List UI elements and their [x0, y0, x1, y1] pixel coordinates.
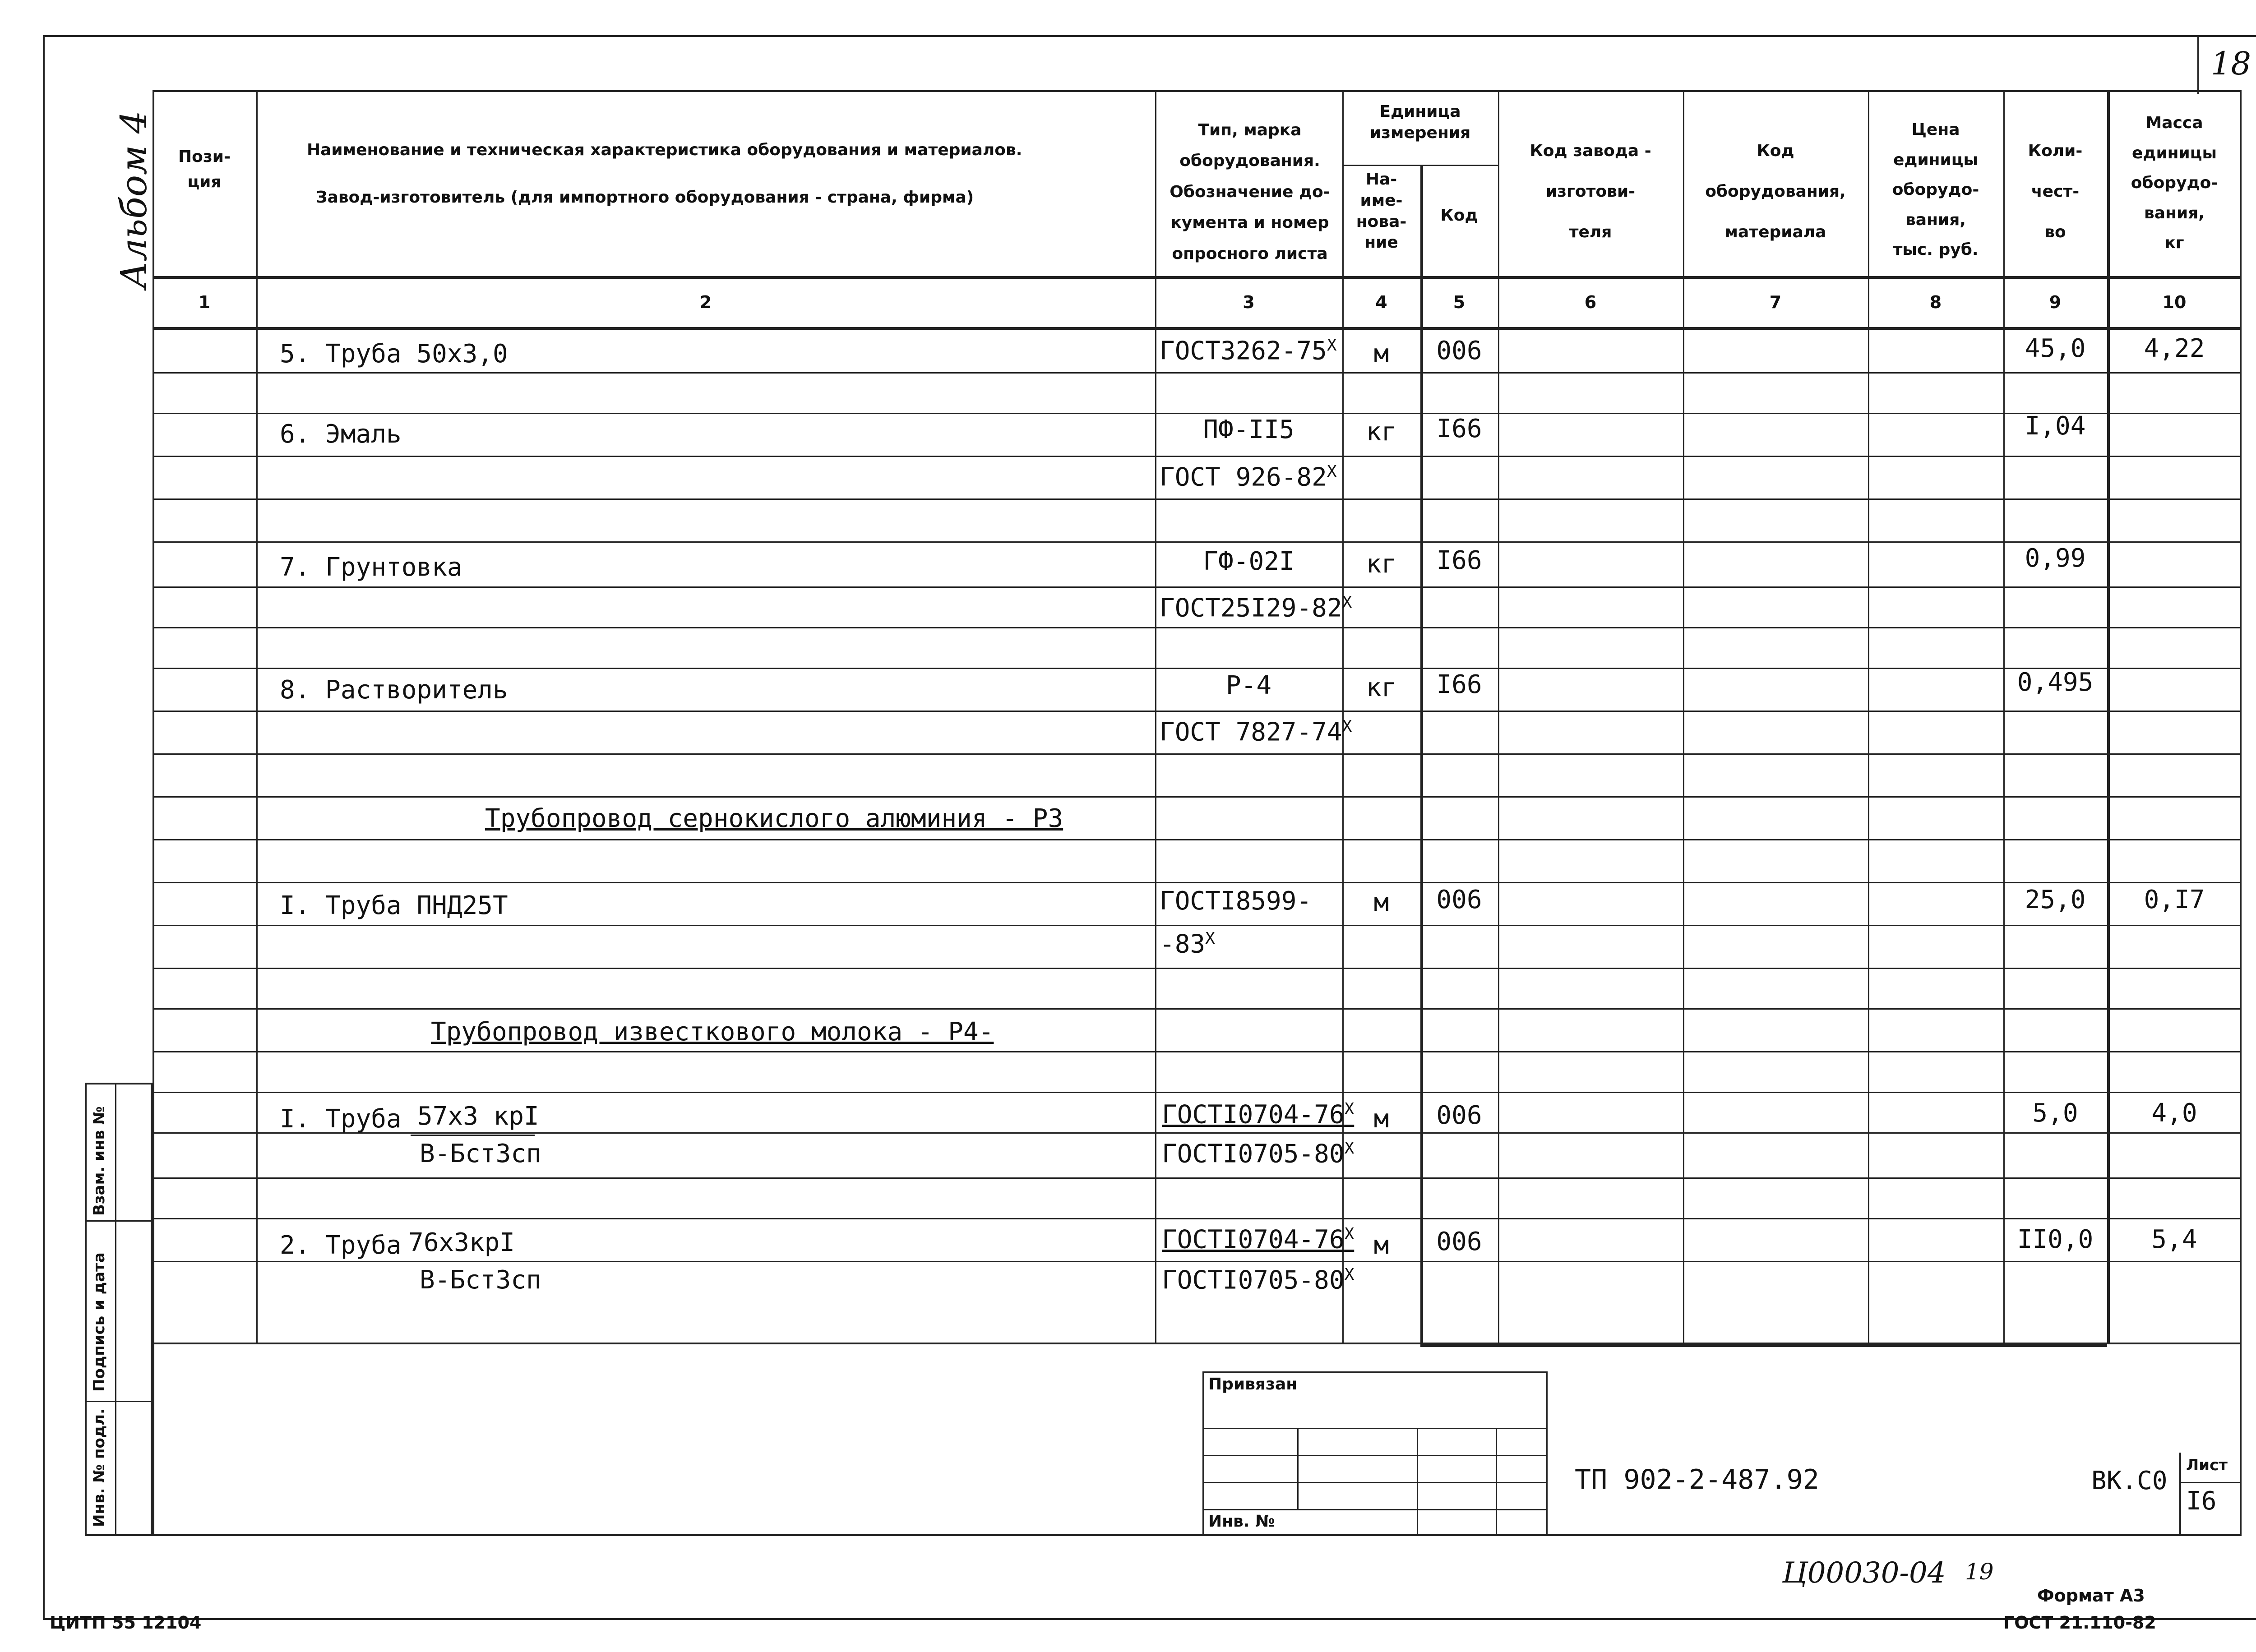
item-code: 006 [1436, 1101, 1482, 1130]
gost-label: ГОСТ 21.110-82 [2003, 1613, 2156, 1633]
row-line [153, 372, 2242, 374]
handwritten-page: 19 [1965, 1559, 1994, 1585]
item-qty: II0,0 [2017, 1225, 2094, 1254]
item-unit: м [1373, 888, 1389, 917]
title-block [153, 1344, 2242, 1536]
row-line [153, 753, 2242, 755]
list-number: I6 [2186, 1486, 2217, 1516]
item-code: 006 [1436, 1227, 1482, 1256]
item-type: Р-4 [1225, 671, 1272, 700]
row-line [153, 498, 2242, 500]
item-type: ГОСТI8599- [1160, 886, 1312, 916]
side-stamp-vzam: Взам. инв № [90, 1106, 108, 1216]
colnum-5: 5 [1453, 292, 1465, 312]
row-line [153, 456, 2242, 457]
colnum-10: 10 [2162, 292, 2187, 312]
colnum-1: 1 [198, 292, 211, 312]
item-type-standard: $ГОСТI0705-80^Х$ [1162, 1265, 1355, 1295]
colnum-bottom-line [153, 327, 2242, 330]
row-line [153, 711, 2242, 712]
item-code: I66 [1436, 546, 1482, 575]
item-code: 006 [1436, 336, 1482, 365]
item-qty: I,04 [2025, 411, 2086, 441]
side-stamp-divider [115, 1083, 116, 1536]
item-steel-grade: В-БстЗсп [420, 1265, 541, 1295]
header-position: Пози- ция [178, 148, 231, 191]
header-unit-group: Единица измерения [1369, 102, 1471, 142]
item-qty: 0,99 [2025, 544, 2086, 573]
item-mass: 4,0 [2151, 1098, 2197, 1128]
header-bottom-line [153, 276, 2242, 279]
header-unit-name: На- име- нова- ние [1356, 170, 1407, 252]
colnum-2: 2 [699, 292, 712, 312]
unit-group-line [1342, 165, 1498, 166]
row-line [153, 796, 2242, 798]
row-line [153, 968, 2242, 969]
privyazan-col [1297, 1428, 1299, 1509]
item-type-standard: $ГОСТ25I29-82^Х$ [1160, 593, 1352, 623]
item-unit: м [1373, 339, 1389, 369]
item-unit: м [1373, 1104, 1389, 1134]
format-label: Формат А3 [2037, 1586, 2145, 1606]
item-type-standard: $-83^Х$ [1160, 929, 1215, 959]
row-line [153, 1051, 2242, 1052]
handwritten-archive-number: Ц00030-04 [1782, 1556, 1946, 1590]
header-unit-code: Код [1440, 206, 1478, 225]
row-line [153, 1132, 2242, 1134]
row-line [153, 1092, 2242, 1093]
fraction-line [411, 1135, 535, 1136]
colnum-4: 4 [1375, 292, 1387, 312]
doc-code: ТП 902-2-487.92 [1575, 1464, 1819, 1495]
item-type-standard: ГОСТ $926-82^Х$ [1160, 462, 1337, 492]
item-name: I. Труба ПНД25Т [280, 891, 508, 920]
header-name-line2: Завод-изготовитель (для импортного оборудования - страна, фирма) [316, 188, 974, 207]
item-type: ПФ-II5 [1203, 415, 1294, 444]
row-line [153, 413, 2242, 414]
colnum-6: 6 [1584, 292, 1597, 312]
row-line [153, 1218, 2242, 1219]
inv-no-label: Инв. № [1208, 1512, 1275, 1531]
item-type: $ГОСТI0704-76^Х$ [1162, 1225, 1355, 1255]
colnum-7: 7 [1769, 292, 1782, 312]
item-unit: кг [1366, 417, 1397, 447]
header-quantity: Коли- чест- во [2028, 142, 2083, 241]
list-label: Лист [2186, 1456, 2228, 1474]
side-stamp-line [85, 1401, 153, 1402]
colnum-8: 8 [1929, 292, 1942, 312]
item-code: I66 [1436, 670, 1482, 699]
row-line [153, 882, 2242, 883]
row-line [153, 586, 2242, 588]
row-line [153, 627, 2242, 628]
side-stamp-podpis: Подпись и дата [90, 1252, 108, 1392]
doc-mark: ВК.С0 [2091, 1466, 2168, 1495]
row-line [153, 839, 2242, 840]
item-name: 7. Грунтовка [280, 553, 462, 582]
citp-label: ЦИТП 55 12104 [50, 1613, 202, 1633]
item-mass: 0,I7 [2144, 885, 2205, 914]
item-code: 006 [1436, 885, 1482, 914]
header-mass: Масса единицы оборудо- вания, кг [2131, 114, 2218, 253]
item-size: 57х3 крI [417, 1102, 539, 1131]
colnum-3: 3 [1243, 292, 1255, 312]
item-type-standard: $ГОСТI0705-80^Х$ [1162, 1139, 1355, 1169]
album-label: Альбом 4 [113, 111, 155, 289]
row-line [153, 925, 2242, 926]
item-size: 76х3крI [408, 1228, 515, 1257]
fraction-line [402, 1261, 537, 1262]
item-name: 2. Труба [280, 1231, 402, 1260]
item-mass: 4,22 [2144, 334, 2205, 363]
corner-box-divider [2197, 35, 2199, 94]
item-qty: 5,0 [2032, 1098, 2078, 1128]
item-name: 5. Труба 50х3,0 [280, 339, 508, 369]
item-unit: кг [1366, 673, 1397, 702]
row-line [153, 541, 2242, 543]
item-name: 8. Растворитель [280, 675, 508, 705]
header-name-line1: Наименование и техническая характеристика оборудования и материалов. [307, 141, 1022, 159]
privyazan-col [1496, 1428, 1497, 1536]
header-price: Цена единицы оборудо- вания, тыс. руб. [1892, 120, 1979, 259]
section-title: Трубопровод сернокислого алюминия - Р3 [485, 804, 1063, 833]
sheet-corner-number: 18 [2211, 45, 2251, 82]
row-line [153, 1177, 2242, 1179]
section-title: Трубопровод известкового молока - Р4- [431, 1017, 994, 1047]
header-equipment-code: Код оборудования, материала [1705, 142, 1846, 241]
item-type: ГФ-02I [1203, 547, 1294, 576]
item-mass: 5,4 [2151, 1225, 2197, 1254]
item-type-standard: ГОСТ $7827-74^Х$ [1160, 717, 1352, 747]
item-unit: кг [1366, 549, 1397, 579]
privyazan-col [1417, 1428, 1418, 1536]
item-unit: м [1373, 1231, 1389, 1260]
item-type: $ГОСТ3262-75^Х$ [1160, 336, 1337, 366]
colnum-9: 9 [2049, 292, 2062, 312]
list-box-line [2179, 1482, 2242, 1483]
header-type: Тип, марка оборудования. Обозначение до- кумента и номер опросного листа [1170, 121, 1330, 263]
item-type: $ГОСТI0704-76^Х$ [1162, 1100, 1355, 1130]
row-line [153, 668, 2242, 669]
item-steel-grade: В-БстЗсп [420, 1139, 541, 1168]
item-name: I. Труба [280, 1104, 402, 1134]
item-name: 6. Эмаль [280, 420, 402, 449]
item-qty: 0,495 [2017, 668, 2094, 697]
side-stamp-line [85, 1220, 153, 1222]
item-qty: 25,0 [2025, 885, 2086, 914]
row-line [153, 1008, 2242, 1010]
side-stamp-inv: Инв. № подл. [90, 1408, 108, 1527]
privyazan-label: Привязан [1208, 1375, 1298, 1394]
header-factory-code: Код завода - изготови- теля [1530, 142, 1651, 241]
item-qty: 45,0 [2025, 334, 2086, 363]
item-code: I66 [1436, 414, 1482, 443]
